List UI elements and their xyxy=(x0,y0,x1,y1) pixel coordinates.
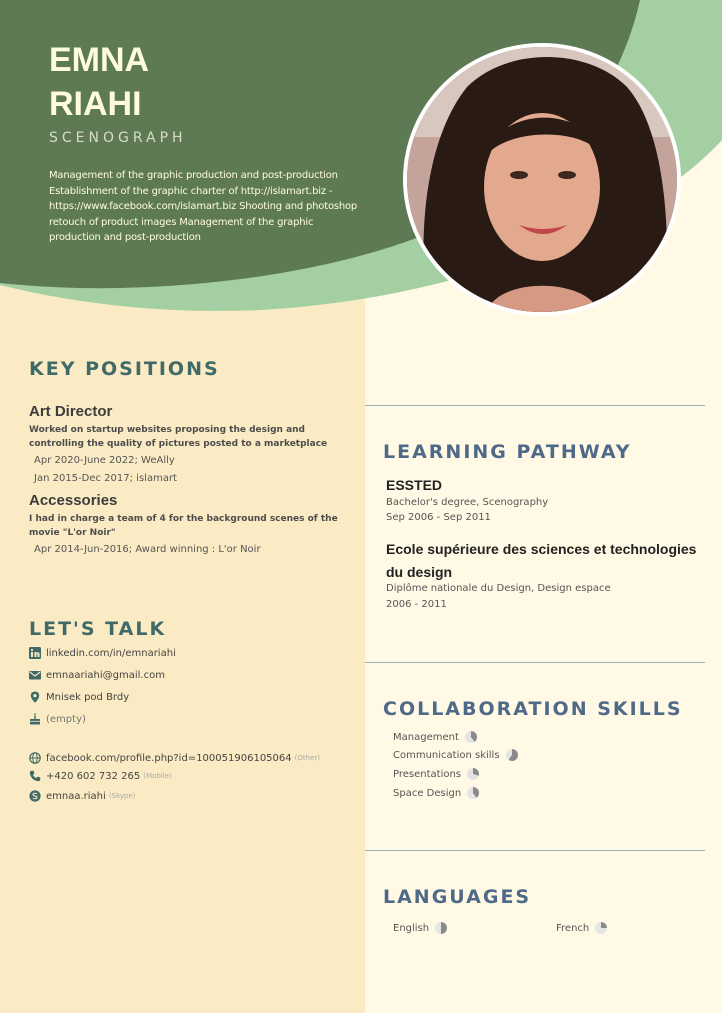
degree: Diplôme nationale du Design, Design espace xyxy=(386,583,611,594)
contact-note: (Other) xyxy=(294,754,320,762)
skype-icon xyxy=(29,790,41,802)
portrait-image xyxy=(407,47,677,312)
contact-note: (Skype) xyxy=(108,792,136,800)
skill-label: Management xyxy=(393,731,459,743)
skill-level-pie-icon xyxy=(465,731,477,743)
contact-note: (Mobile) xyxy=(143,772,172,780)
learning-pathway-heading: LEARNING PATHWAY xyxy=(383,441,632,463)
location-icon xyxy=(29,691,41,703)
collaboration-skills-heading: COLLABORATION SKILLS xyxy=(383,698,683,720)
language-level-pie-icon xyxy=(435,922,447,934)
job-entry: Jan 2015-Dec 2017; islamart xyxy=(34,473,177,484)
skill-label: Communication skills xyxy=(393,749,500,761)
contact-skype[interactable] xyxy=(29,790,135,802)
contact-text: facebook.com/profile.php?id=100051906105064 xyxy=(46,752,292,764)
section-divider xyxy=(365,850,705,851)
language-label: French xyxy=(556,922,590,934)
job-entry: Apr 2014-Jun-2016; Award winning : L'or Noir xyxy=(34,544,261,555)
job-description-art-director: Worked on startup websites proposing the design and controlling the quality of pictures posted to a marketplace xyxy=(29,425,328,449)
languages-heading: LANGUAGES xyxy=(383,886,532,908)
skill-label: Space Design xyxy=(393,787,462,799)
contact-phone[interactable] xyxy=(29,770,172,782)
skill-item xyxy=(393,749,518,761)
contact-facebook[interactable] xyxy=(29,752,320,764)
school-name: ESSTED xyxy=(386,477,443,493)
education-dates: 2006 - 2011 xyxy=(386,599,447,610)
contact-location xyxy=(29,691,129,703)
contact-linkedin[interactable] xyxy=(29,647,176,659)
phone-icon xyxy=(29,770,41,782)
skill-label: Presentations xyxy=(393,768,462,780)
job-description-accessories: I had in charge a team of 4 for the background scenes of the movie "L'or Noir" xyxy=(29,514,338,538)
linkedin-icon xyxy=(29,647,41,659)
skill-level-pie-icon xyxy=(467,768,479,780)
contact-text: +420 602 732 265 xyxy=(46,770,141,782)
language-level-pie-icon xyxy=(595,922,607,934)
profile-photo xyxy=(403,43,681,316)
contact-text: emnaa.riahi xyxy=(46,790,106,802)
birthday-cake-icon xyxy=(29,713,41,725)
section-divider xyxy=(365,662,705,663)
contact-text: Mnisek pod Brdy xyxy=(46,691,130,703)
email-icon xyxy=(29,669,41,681)
degree: Bachelor's degree, Scenography xyxy=(386,497,549,508)
skill-level-pie-icon xyxy=(467,787,479,799)
language-item xyxy=(393,922,447,934)
skill-item xyxy=(393,768,479,780)
skill-item xyxy=(393,731,477,743)
key-positions-heading: KEY POSITIONS xyxy=(29,358,220,380)
job-title-accessories: Accessories xyxy=(29,492,118,509)
job-title-art-director: Art Director xyxy=(29,403,113,420)
skill-item xyxy=(393,787,479,799)
job-entry: Apr 2020-June 2022; WeAlly xyxy=(34,455,175,466)
language-label: English xyxy=(393,922,430,934)
first-name: EMNA xyxy=(49,41,150,79)
contact-text: emnaariahi@gmail.com xyxy=(46,669,165,681)
globe-icon xyxy=(29,752,41,764)
skill-level-pie-icon xyxy=(506,749,518,761)
role-title: SCENOGRAPH xyxy=(49,130,187,146)
profile-summary: Management of the graphic production and post-production Establishment of the graphic charter of http://islamart.biz - https://www.facebook.com/islamart.biz Shooting and photoshop retouch of product images Management of the graphic production and post-production xyxy=(49,170,358,243)
education-dates: Sep 2006 - Sep 2011 xyxy=(386,512,491,523)
contact-birthday xyxy=(29,713,86,725)
school-name: Ecole supérieure des sciences et technologies du design xyxy=(386,541,697,580)
candidate-name xyxy=(49,38,149,126)
language-item xyxy=(556,922,607,934)
last-name: RIAHI xyxy=(49,85,142,123)
contact-text: linkedin.com/in/emnariahi xyxy=(46,647,176,659)
contact-email[interactable] xyxy=(29,669,165,681)
section-divider xyxy=(365,405,705,406)
contact-text: (empty) xyxy=(46,713,86,725)
lets-talk-heading: LET'S TALK xyxy=(29,618,167,640)
